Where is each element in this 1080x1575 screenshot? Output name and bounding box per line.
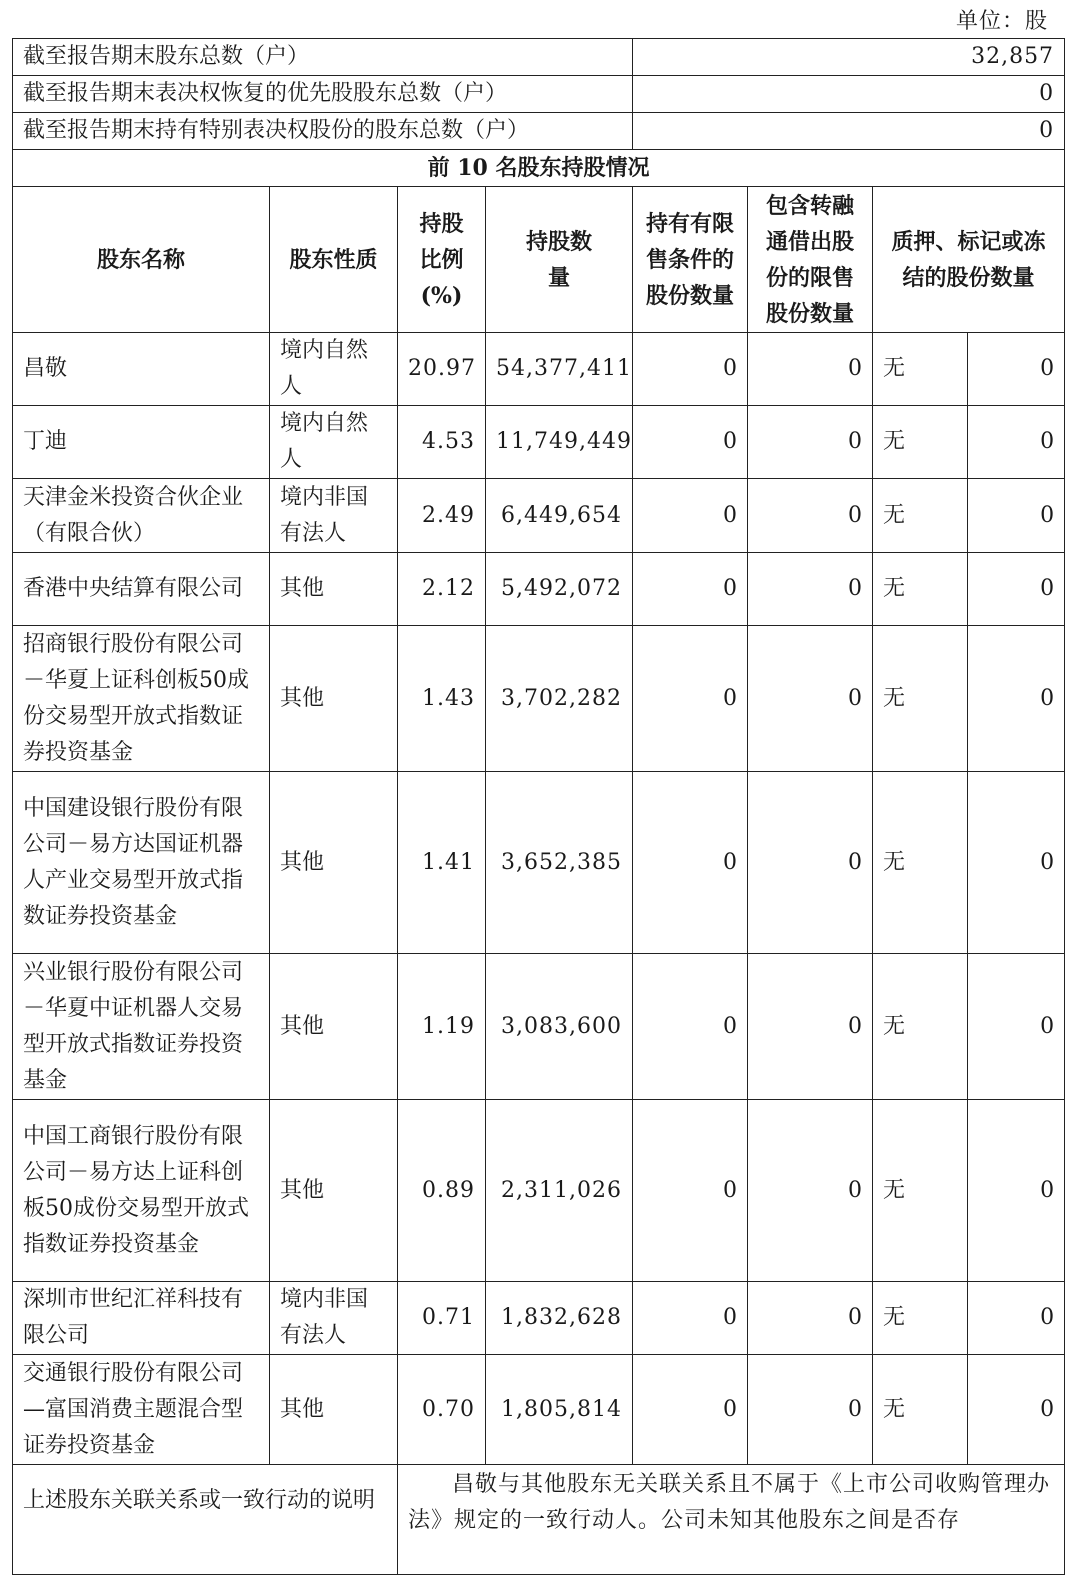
- shareholder-nature: 境内非国有法人: [270, 1282, 398, 1355]
- col-header-pledge: 质押、标记或冻结的股份数量: [873, 187, 1065, 333]
- holding-qty: 2,311,026: [486, 1100, 633, 1282]
- shareholder-name: 昌敬: [13, 333, 270, 406]
- shareholder-name: 天津金米投资合伙企业（有限合伙）: [13, 479, 270, 553]
- col-header-nature: 股东性质: [270, 187, 398, 333]
- table-row: [13, 333, 1065, 406]
- pledge-qty: 0: [968, 479, 1065, 553]
- holding-ratio: 1.19: [398, 954, 486, 1100]
- summary-value: 0: [633, 76, 1065, 113]
- holding-ratio: 0.70: [398, 1355, 486, 1465]
- pledge-status: 无: [873, 333, 968, 406]
- holding-qty: 5,492,072: [486, 553, 633, 626]
- summary-row: [13, 39, 1065, 76]
- table-row: [13, 772, 1065, 954]
- restricted-qty: 0: [633, 406, 748, 479]
- shareholder-name: 兴业银行股份有限公司－华夏中证机器人交易型开放式指数证券投资基金: [13, 954, 270, 1100]
- holding-ratio: 20.97: [398, 333, 486, 406]
- lending-qty: 0: [748, 406, 873, 479]
- note-label: 上述股东关联关系或一致行动的说明: [13, 1465, 398, 1575]
- summary-row: [13, 113, 1065, 150]
- pledge-status: 无: [873, 626, 968, 772]
- holding-ratio: 2.49: [398, 479, 486, 553]
- col-header-restricted: 持有有限售条件的股份数量: [633, 187, 748, 333]
- col-header-ratio: 持股比例(%): [398, 187, 486, 333]
- holding-qty: 1,832,628: [486, 1282, 633, 1355]
- lending-qty: 0: [748, 626, 873, 772]
- shareholder-nature: 其他: [270, 1100, 398, 1282]
- shareholder-nature: 境内自然人: [270, 406, 398, 479]
- holding-ratio: 4.53: [398, 406, 486, 479]
- pledge-status: 无: [873, 1355, 968, 1465]
- restricted-qty: 0: [633, 1100, 748, 1282]
- section-title-row: [13, 150, 1065, 187]
- holding-ratio: 1.43: [398, 626, 486, 772]
- pledge-qty: 0: [968, 954, 1065, 1100]
- pledge-status: 无: [873, 1282, 968, 1355]
- table-row: [13, 1355, 1065, 1465]
- pledge-status: 无: [873, 479, 968, 553]
- summary-label: 截至报告期末持有特别表决权股份的股东总数（户）: [13, 113, 633, 150]
- lending-qty: 0: [748, 772, 873, 954]
- holding-qty: 1,805,814: [486, 1355, 633, 1465]
- shareholder-nature: 其他: [270, 1355, 398, 1465]
- table-row: [13, 954, 1065, 1100]
- holding-qty: 3,702,282: [486, 626, 633, 772]
- lending-qty: 0: [748, 954, 873, 1100]
- shareholder-nature: 其他: [270, 553, 398, 626]
- pledge-qty: 0: [968, 406, 1065, 479]
- pledge-qty: 0: [968, 333, 1065, 406]
- table-row: [13, 553, 1065, 626]
- shareholder-name: 招商银行股份有限公司－华夏上证科创板50成份交易型开放式指数证券投资基金: [13, 626, 270, 772]
- holding-qty: 3,652,385: [486, 772, 633, 954]
- shareholder-nature: 其他: [270, 772, 398, 954]
- pledge-qty: 0: [968, 626, 1065, 772]
- table-row: [13, 626, 1065, 772]
- pledge-qty: 0: [968, 1355, 1065, 1465]
- restricted-qty: 0: [633, 333, 748, 406]
- restricted-qty: 0: [633, 1355, 748, 1465]
- shareholder-table: [12, 38, 1065, 1575]
- pledge-qty: 0: [968, 553, 1065, 626]
- unit-label: 单位：股: [955, 9, 1048, 34]
- col-header-name: 股东名称: [13, 187, 270, 333]
- shareholder-name: 中国建设银行股份有限公司－易方达国证机器人产业交易型开放式指数证券投资基金: [13, 772, 270, 954]
- shareholder-nature: 其他: [270, 626, 398, 772]
- shareholder-name: 深圳市世纪汇祥科技有限公司: [13, 1282, 270, 1355]
- pledge-status: 无: [873, 553, 968, 626]
- lending-qty: 0: [748, 1282, 873, 1355]
- shareholder-nature: 境内自然人: [270, 333, 398, 406]
- holding-qty: 11,749,449: [486, 406, 633, 479]
- restricted-qty: 0: [633, 954, 748, 1100]
- col-header-lending: 包含转融通借出股份的限售股份数量: [748, 187, 873, 333]
- note-row: [13, 1465, 1065, 1575]
- holding-ratio: 0.71: [398, 1282, 486, 1355]
- pledge-status: 无: [873, 406, 968, 479]
- pledge-status: 无: [873, 772, 968, 954]
- holding-ratio: 1.41: [398, 772, 486, 954]
- table-row: [13, 1282, 1065, 1355]
- table-row: [13, 1100, 1065, 1282]
- holding-qty: 6,449,654: [486, 479, 633, 553]
- shareholder-nature: 境内非国有法人: [270, 479, 398, 553]
- summary-label: 截至报告期末股东总数（户）: [13, 39, 633, 76]
- holding-qty: 54,377,411: [486, 333, 633, 406]
- pledge-qty: 0: [968, 1100, 1065, 1282]
- table-row: [13, 479, 1065, 553]
- pledge-qty: 0: [968, 772, 1065, 954]
- lending-qty: 0: [748, 553, 873, 626]
- note-text: 昌敬与其他股东无关联关系且不属于《上市公司收购管理办法》规定的一致行动人。公司未知其他股东之间是否存: [398, 1465, 1065, 1575]
- shareholder-name: 丁迪: [13, 406, 270, 479]
- pledge-status: 无: [873, 1100, 968, 1282]
- lending-qty: 0: [748, 1100, 873, 1282]
- col-header-qty: 持股数量: [486, 187, 633, 333]
- lending-qty: 0: [748, 479, 873, 553]
- shareholder-nature: 其他: [270, 954, 398, 1100]
- pledge-status: 无: [873, 954, 968, 1100]
- lending-qty: 0: [748, 1355, 873, 1465]
- header-row: [13, 187, 1065, 333]
- holding-ratio: 0.89: [398, 1100, 486, 1282]
- shareholder-name: 交通银行股份有限公司—富国消费主题混合型证券投资基金: [13, 1355, 270, 1465]
- holding-qty: 3,083,600: [486, 954, 633, 1100]
- lending-qty: 0: [748, 333, 873, 406]
- restricted-qty: 0: [633, 479, 748, 553]
- shareholder-name: 香港中央结算有限公司: [13, 553, 270, 626]
- table-row: [13, 406, 1065, 479]
- restricted-qty: 0: [633, 772, 748, 954]
- holding-ratio: 2.12: [398, 553, 486, 626]
- summary-value: 32,857: [633, 39, 1065, 76]
- pledge-qty: 0: [968, 1282, 1065, 1355]
- shareholder-name: 中国工商银行股份有限公司－易方达上证科创板50成份交易型开放式指数证券投资基金: [13, 1100, 270, 1282]
- restricted-qty: 0: [633, 1282, 748, 1355]
- summary-label: 截至报告期末表决权恢复的优先股股东总数（户）: [13, 76, 633, 113]
- restricted-qty: 0: [633, 553, 748, 626]
- section-title: 前 10 名股东持股情况: [13, 150, 1065, 187]
- summary-row: [13, 76, 1065, 113]
- restricted-qty: 0: [633, 626, 748, 772]
- summary-value: 0: [633, 113, 1065, 150]
